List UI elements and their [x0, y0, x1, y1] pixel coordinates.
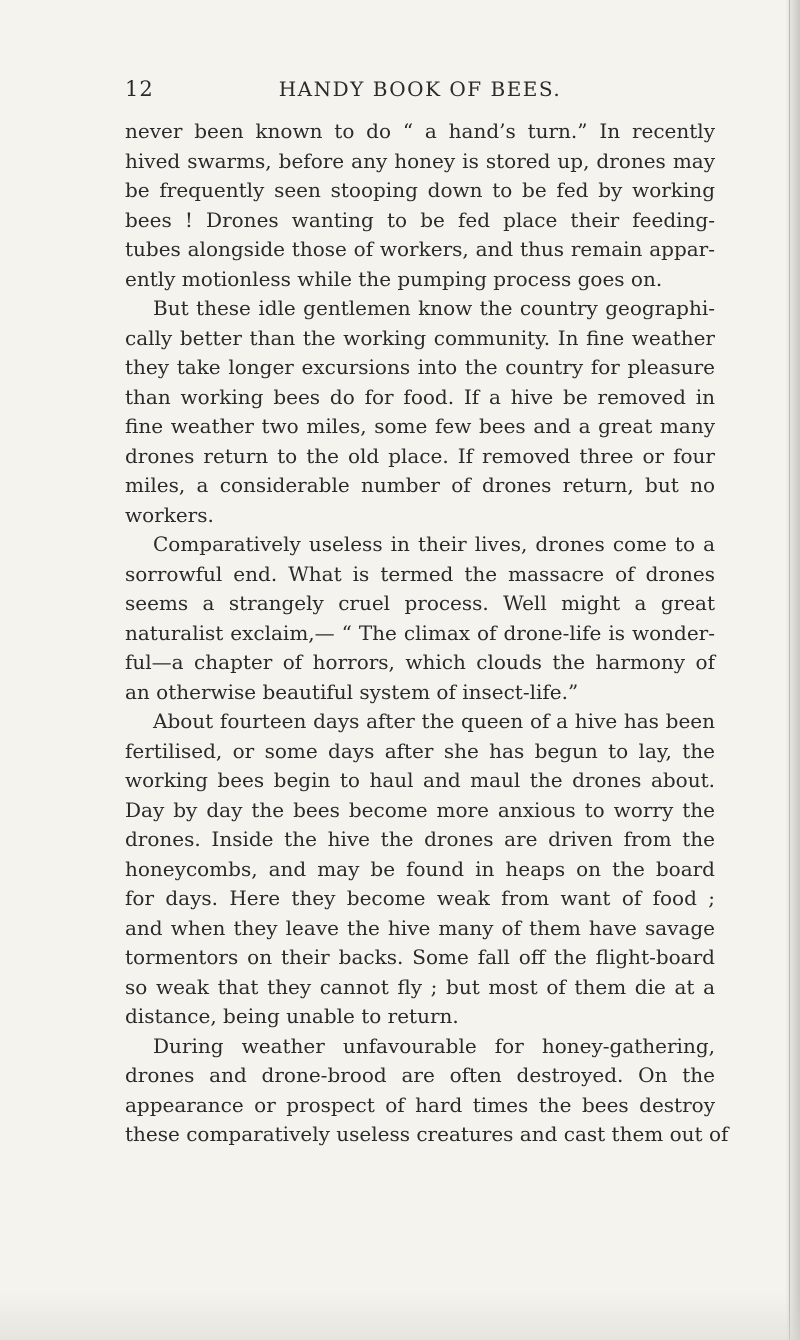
text-line: and when they leave the hive many of them have savage	[125, 915, 715, 940]
text-line: naturalist exclaim,— “ The climax of drone-life is wonder-	[125, 620, 715, 645]
body-text	[125, 117, 729, 1150]
text-line: drones and drone-brood are often destroyed. On the	[125, 1063, 715, 1087]
text-line: tubes alongside those of workers, and thus remain appar-	[125, 237, 715, 261]
text-line: hived swarms, before any honey is stored up, drones may	[125, 148, 715, 173]
text-line: working bees begin to haul and maul the drones about.	[125, 768, 715, 792]
text-line: fertilised, or some days after she has begun to lay, the	[125, 738, 715, 763]
running-title: HANDY BOOK OF BEES.	[278, 77, 562, 101]
text-line: than working bees do for food. If a hive be removed in	[125, 384, 715, 409]
text-line: drones return to the old place. If removed three or four	[125, 443, 715, 468]
text-line: About fourteen days after the queen of a hive has been	[153, 709, 715, 733]
page-bottom-shadow	[0, 1292, 800, 1340]
text-line: be frequently seen stooping down to be fed by working	[125, 178, 715, 202]
text-line: distance, being unable to return.	[125, 1004, 459, 1028]
text-line: Comparatively useless in their lives, drones come to a	[153, 532, 715, 556]
text-line: ently motionless while the pumping process goes on.	[125, 266, 663, 291]
text-line: so weak that they cannot fly ; but most of them die at a	[125, 974, 715, 999]
text-line: But these idle gentlemen know the country geographi-	[153, 296, 715, 320]
text-line: tormentors on their backs. Some fall off the flight-board	[125, 945, 715, 969]
text-line: During weather unfavourable for honey-gathering,	[153, 1033, 715, 1058]
text-line: these comparatively useless creatures and cast them out of	[125, 1122, 729, 1146]
text-line: ful—a chapter of horrors, which clouds the harmony of	[125, 650, 715, 674]
text-line: never been known to do “ a hand’s turn.” In recently	[125, 119, 715, 143]
text-line: for days. Here they become weak from want of food ;	[125, 886, 715, 910]
text-line: an otherwise beautiful system of insect-life.”	[125, 679, 579, 704]
text-line: honeycombs, and may be found in heaps on the board	[125, 856, 715, 881]
page-number: 12	[125, 77, 154, 101]
text-line: seems a strangely cruel process. Well might a great	[125, 591, 715, 615]
page-edge-line	[789, 0, 790, 1340]
text-line: cally better than the working community. In fine weather	[125, 325, 715, 350]
text-line: drones. Inside the hive the drones are driven from the	[125, 827, 715, 851]
text-line: fine weather two miles, some few bees and a great many	[125, 414, 715, 438]
text-line: sorrowful end. What is termed the massacre of drones	[125, 561, 715, 586]
text-line: miles, a considerable number of drones return, but no	[125, 473, 715, 497]
text-line: workers.	[125, 502, 214, 527]
text-line: they take longer excursions into the country for pleasure	[125, 355, 715, 379]
text-line: bees ! Drones wanting to be fed place their feeding-	[125, 207, 715, 232]
text-line: appearance or prospect of hard times the bees destroy	[125, 1092, 715, 1117]
text-line: Day by day the bees become more anxious to worry the	[125, 797, 715, 822]
page-header	[125, 77, 715, 103]
